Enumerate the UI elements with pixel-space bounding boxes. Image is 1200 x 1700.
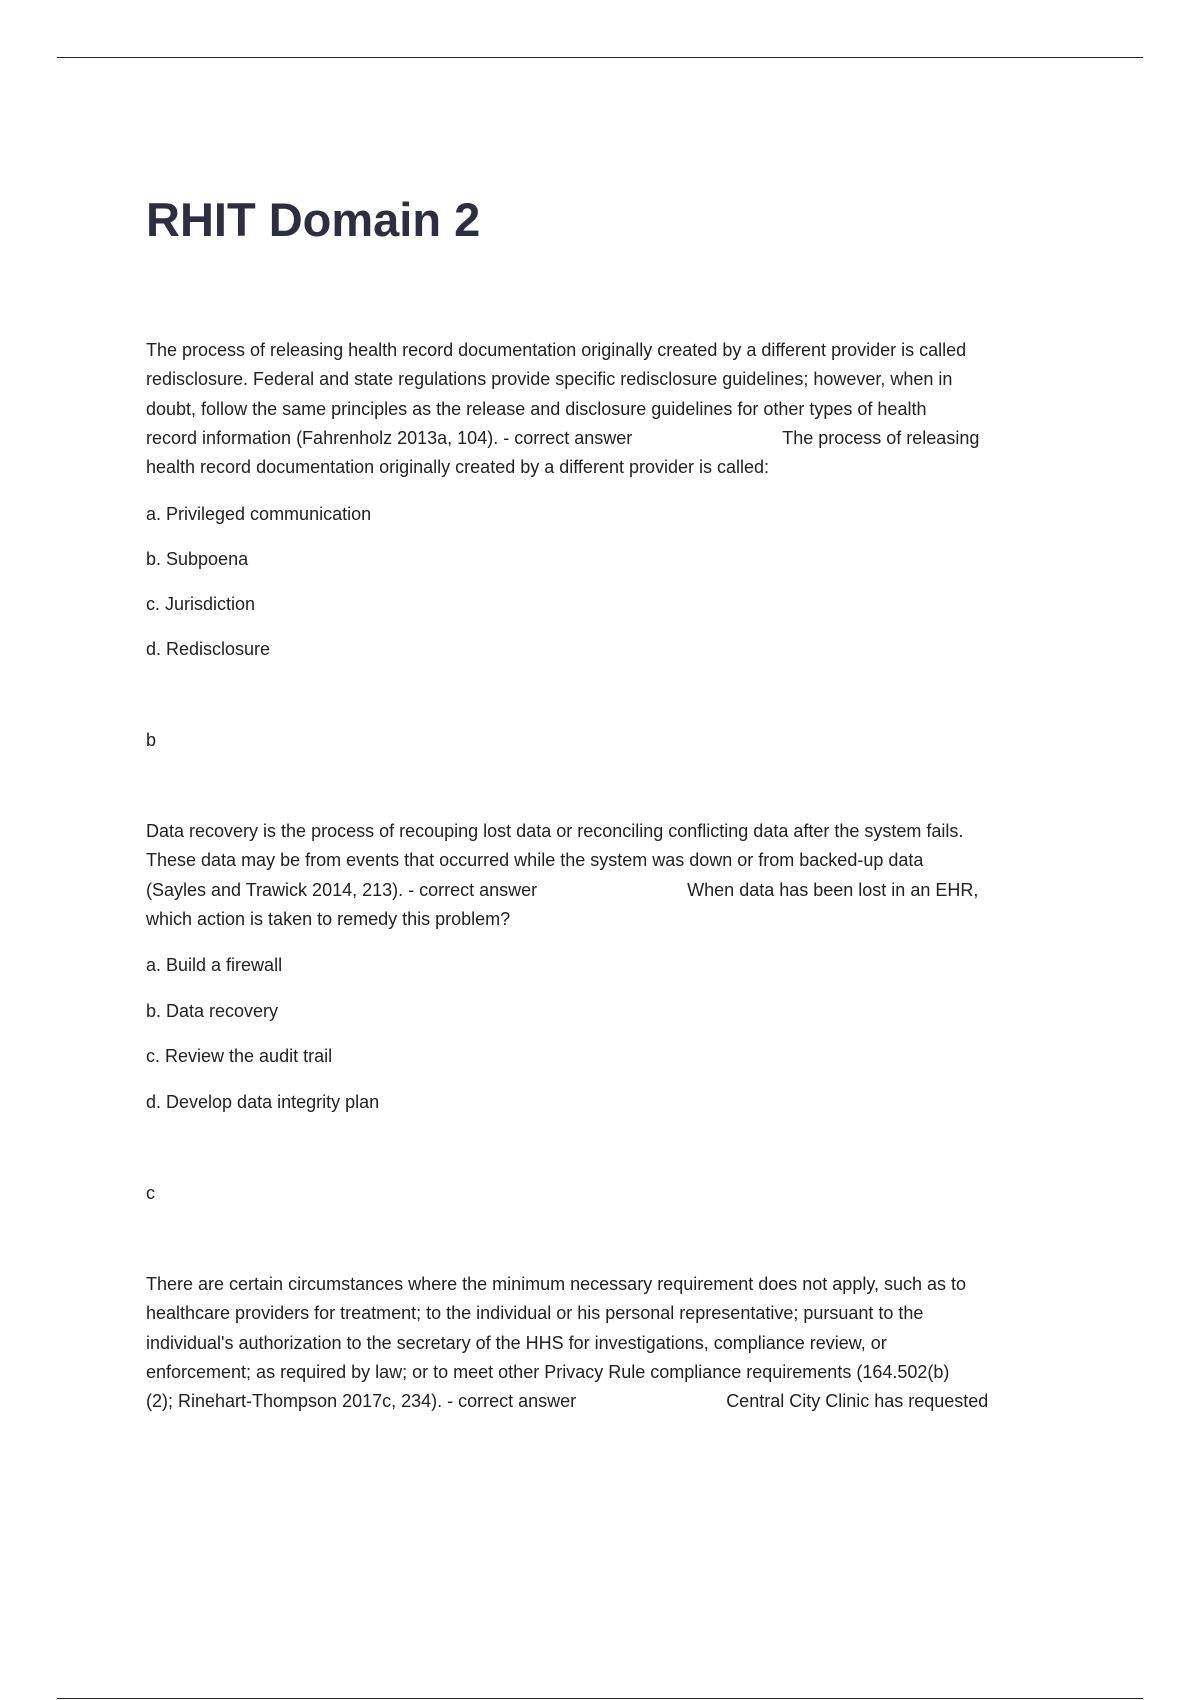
question-1-text: [146, 336, 979, 482]
text-line: These data may be from events that occurred while the system was down or from backed-up data: [146, 850, 924, 871]
page-title: RHIT Domain 2: [146, 193, 481, 246]
question-text: When data has been lost in an EHR,: [687, 879, 979, 900]
text-line: redisclosure. Federal and state regulations provide specific redisclosure guidelines; however, when in: [146, 369, 953, 390]
answer-text: record information (Fahrenholz 2013a, 104). - correct answer: [146, 427, 633, 448]
question-2-text: [146, 817, 978, 934]
option-a: a. Privileged communication: [146, 504, 372, 524]
text-line: Data recovery is the process of recouping lost data or reconciling conflicting data after the system fails.: [146, 821, 964, 841]
answer-letter: c: [146, 1183, 155, 1203]
text-line: enforcement; as required by law; or to meet other Privacy Rule compliance requirements (164.502(b): [146, 1361, 950, 1382]
text-line: which action is taken to remedy this problem?: [146, 908, 511, 929]
option-b: b. Subpoena: [146, 549, 249, 569]
option-b: b. Data recovery: [146, 1001, 279, 1021]
text-line: [146, 876, 978, 905]
option-a: a. Build a firewall: [146, 955, 283, 975]
text-line: individual's authorization to the secretary of the HHS for investigations, compliance review, or: [146, 1332, 887, 1353]
question-text: Central City Clinic has requested: [726, 1391, 989, 1412]
answer-text: (Sayles and Trawick 2014, 213). - correct answer: [146, 879, 538, 900]
option-c: c. Jurisdiction: [146, 594, 256, 614]
option-d: d. Redisclosure: [146, 639, 271, 659]
text-line: healthcare providers for treatment; to the individual or his personal representative; pursuant to the: [146, 1303, 924, 1324]
bottom-rule: [57, 1698, 1143, 1699]
text-line: The process of releasing health record documentation originally created by a different provider is called: [146, 340, 967, 360]
text-line: health record documentation originally created by a different provider is called:: [146, 457, 770, 478]
top-rule: [57, 57, 1143, 58]
question-text: The process of releasing: [782, 427, 980, 448]
question-3-text: [146, 1270, 988, 1416]
answer-letter: b: [146, 730, 157, 750]
text-line: There are certain circumstances where the minimum necessary requirement does not apply, such as to: [146, 1274, 967, 1294]
text-line: [146, 1387, 988, 1416]
text-line: [146, 424, 979, 453]
answer-text: (2); Rinehart-Thompson 2017c, 234). - correct answer: [146, 1391, 577, 1412]
option-d: d. Develop data integrity plan: [146, 1092, 380, 1112]
option-c: c. Review the audit trail: [146, 1046, 333, 1066]
text-line: doubt, follow the same principles as the release and disclosure guidelines for other types of health: [146, 398, 927, 419]
